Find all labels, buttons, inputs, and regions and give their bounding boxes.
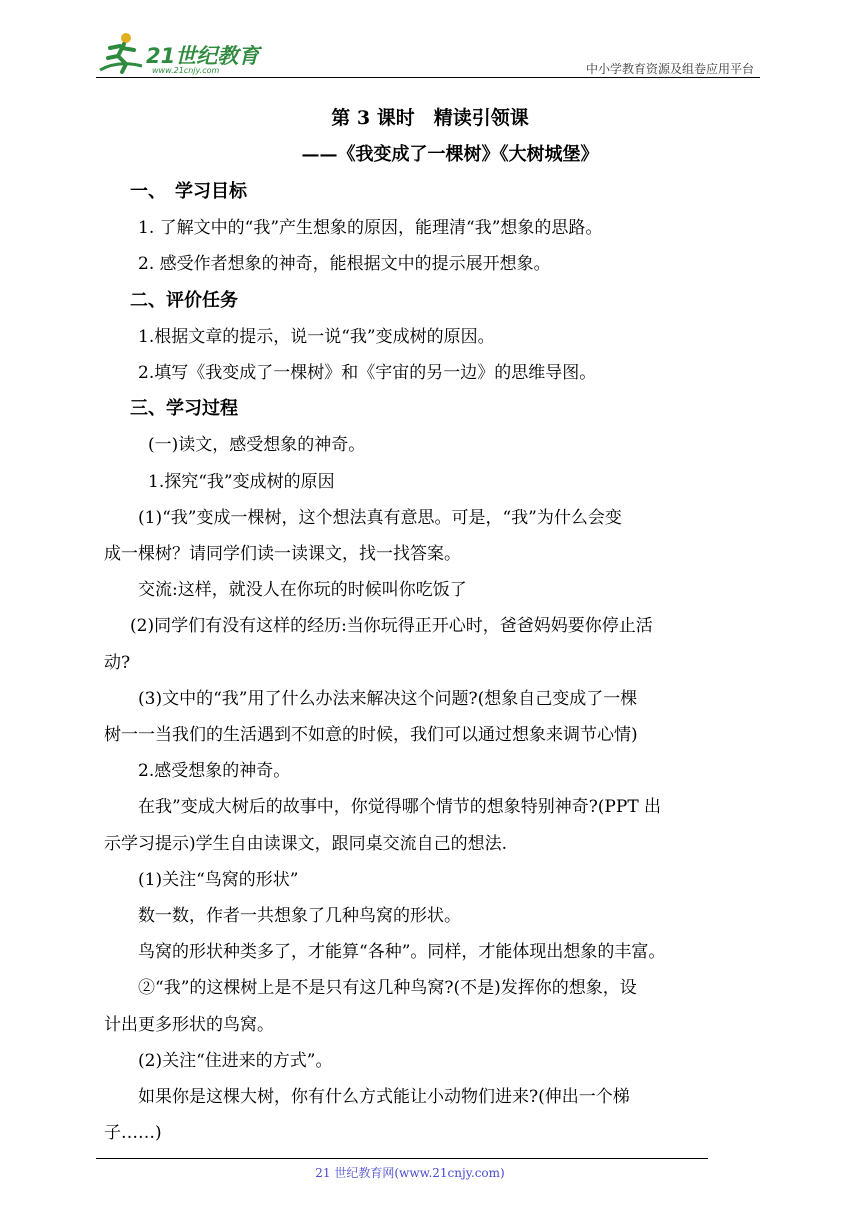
document-body: [96, 100, 764, 1151]
paragraph: (3)文中的“我”用了什么办法来解决这个问题?(想象自己变成了一棵: [138, 688, 638, 709]
paragraph: 2.感受想象的神奇。: [138, 761, 291, 782]
paragraph: 示学习提示)学生自由读课文，跟同桌交流自己的想法.: [104, 833, 508, 854]
section-heading-tasks: 二、评价任务: [130, 289, 238, 311]
page-header: [96, 30, 760, 78]
goal-item: 2. 感受作者想象的神奇，能根据文中的提示展开想象。: [138, 254, 551, 275]
paragraph: 数一数，作者一共想象了几种鸟窝的形状。: [138, 906, 461, 927]
footer-divider: [96, 1158, 708, 1159]
section-heading-goals: 一、 学习目标: [130, 181, 247, 202]
paragraph: 交流:这样，就没人在你玩的时候叫你吃饭了: [138, 580, 467, 601]
paragraph: (1)“我”变成一棵树，这个想法真有意思。可是，“我”为什么会变: [138, 507, 622, 528]
lesson-title: 第 3 课时 精读引领课: [331, 107, 529, 129]
paragraph: 成一棵树？请同学们读一读课文，找一找答案。: [104, 544, 461, 565]
paragraph: 如果你是这棵大树，你有什么方式能让小动物们进来?(伸出一个梯: [138, 1087, 630, 1108]
paragraph: (2)关注“住进来的方式”。: [138, 1050, 333, 1071]
paragraph: (1)关注“鸟窝的形状”: [138, 869, 299, 890]
paragraph: (2)同学们有没有这样的经历:当你玩得正开心时，爸爸妈妈要你停止活: [130, 616, 653, 637]
header-divider: [96, 77, 760, 78]
logo: [96, 30, 266, 76]
logo-url: www.21cnjy.com: [152, 66, 220, 75]
lesson-subtitle: ——《我变成了一棵树》《大树城堡》: [301, 144, 599, 165]
paragraph: 动?: [104, 652, 131, 673]
goal-item: 1. 了解文中的“我”产生想象的原因，能理清“我”想象的思路。: [138, 218, 603, 239]
task-item: 1.根据文章的提示，说一说“我”变成树的原因。: [138, 326, 495, 347]
logo-text: 21世纪教育: [146, 44, 260, 68]
paragraph: 在我”变成大树后的故事中，你觉得哪个情节的想象特别神奇?(PPT 出: [138, 797, 662, 818]
paragraph: 子……): [104, 1123, 162, 1144]
paragraph: ②“我”的这棵树上是不是只有这几种鸟窝?(不是)发挥你的想象，设: [138, 978, 637, 999]
paragraph: 计出更多形状的鸟窝。: [104, 1014, 274, 1035]
paragraph: (一)读文，感受想象的神奇。: [148, 435, 366, 456]
platform-label: 中小学教育资源及组卷应用平台: [585, 62, 754, 76]
task-item: 2.填写《我变成了一棵树》和《宇宙的另一边》的思维导图。: [138, 363, 597, 384]
runner-logo-icon: [96, 30, 152, 76]
section-heading-process: 三、学习过程: [130, 398, 238, 420]
footer-link[interactable]: 21 世纪教育网(www.21cnjy.com): [315, 1166, 505, 1180]
paragraph: 1.探究“我”变成树的原因: [148, 471, 335, 492]
paragraph: 树一一当我们的生活遇到不如意的时候，我们可以通过想象来调节心情): [104, 725, 638, 746]
paragraph: 鸟窝的形状种类多了，才能算“各种”。同样，才能体现出想象的丰富。: [138, 942, 666, 963]
